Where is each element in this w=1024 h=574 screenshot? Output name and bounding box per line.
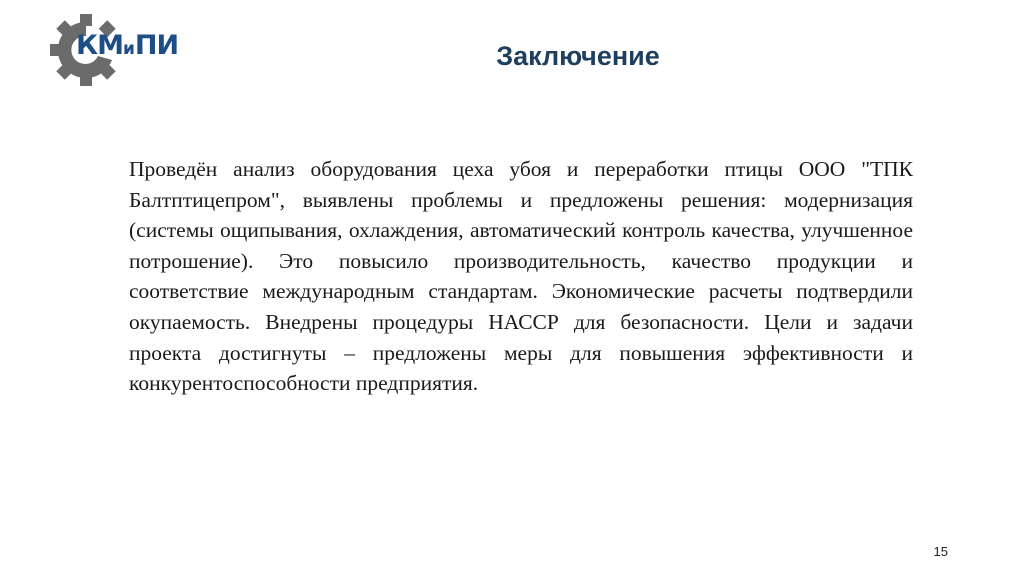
- slide-title: Заключение: [496, 41, 660, 71]
- logo-text-small: и: [122, 39, 135, 59]
- logo-text-part-2: ПИ: [134, 30, 179, 61]
- page-number: 15: [933, 544, 948, 559]
- conclusion-paragraph: Проведён анализ оборудования цеха убоя и переработки птицы ООО "ТПК Балтптицепром", выявлены проблемы и предложены решения: модернизация (системы ощипывания, охлаждения, автоматический контроль качества, улучшенное потрошение). Это повысило производительность, качество продукции и соответствие международным стандартам. Экономические расчеты подтвердили окупаемость. Внедрены процедуры НАССР для безопасности. Цели и задачи проекта достигнуты – предложены меры для повышения эффективности и конкурентоспособности предприятия.: [129, 157, 913, 396]
- logo-text-part-1: КМ: [76, 30, 123, 61]
